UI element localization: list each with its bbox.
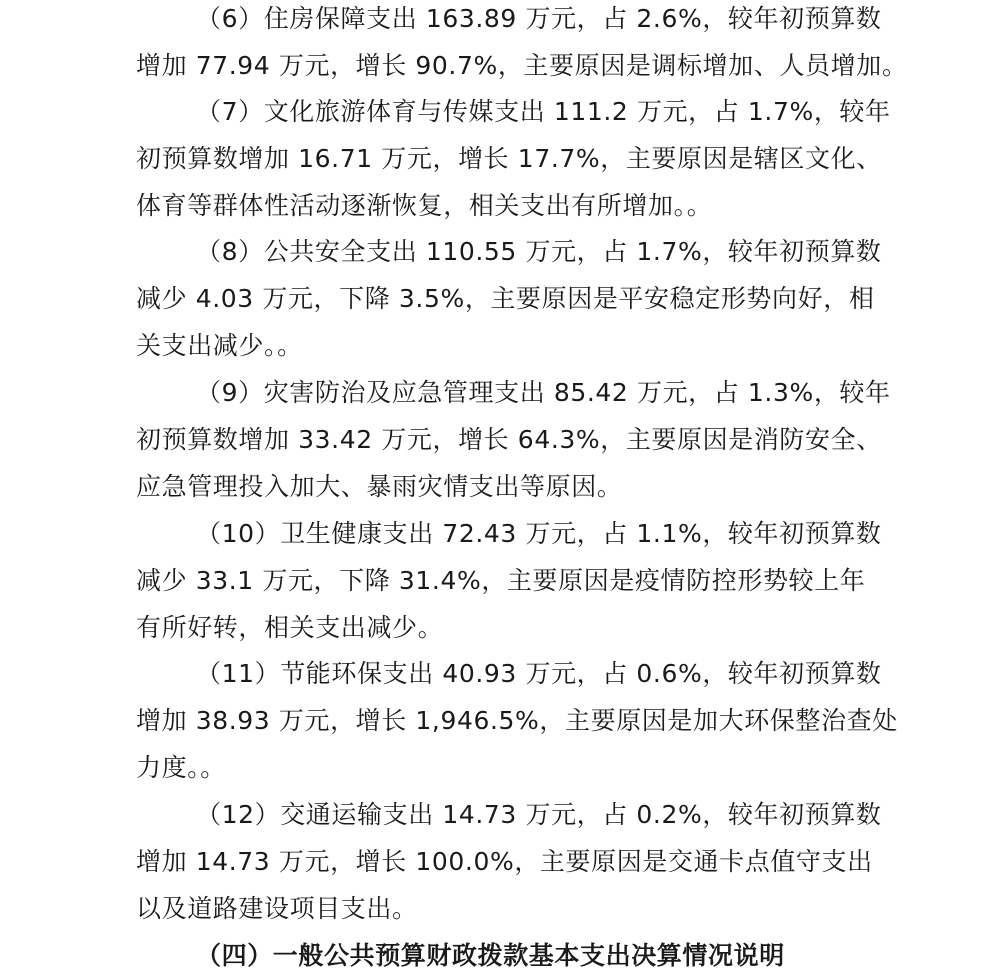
paragraph-6-line-2: 增加 77.94 万元，增长 90.7%，主要原因是调标增加、人员增加。 — [136, 51, 908, 80]
paragraph-9-line-1: （9）灾害防治及应急管理支出 85.42 万元，占 1.3%，较年 — [196, 378, 891, 407]
section-heading: （四）一般公共预算财政拨款基本支出决算情况说明 — [196, 941, 785, 970]
paragraph-12-line-2: 增加 14.73 万元，增长 100.0%，主要原因是交通卡点值守支出 — [136, 847, 873, 876]
paragraph-10-line-2: 减少 33.1 万元，下降 31.4%，主要原因是疫情防控形势较上年 — [136, 566, 866, 595]
paragraph-11-line-3: 力度。。 — [136, 753, 226, 782]
paragraph-7-line-3: 体育等群体性活动逐渐恢复，相关支出有所增加。。 — [136, 191, 713, 220]
paragraph-8-line-3: 关支出减少。。 — [136, 331, 303, 360]
paragraph-9-line-2: 初预算数增加 33.42 万元，增长 64.3%，主要原因是消防安全、 — [136, 425, 882, 454]
paragraph-11-line-1: （11）节能环保支出 40.93 万元，占 0.6%，较年初预算数 — [196, 659, 882, 688]
paragraph-6-line-1: （6）住房保障支出 163.89 万元，占 2.6%，较年初预算数 — [196, 4, 882, 33]
paragraph-10-line-3: 有所好转，相关支出减少。 — [136, 613, 444, 642]
paragraph-12-line-3: 以及道路建设项目支出。 — [136, 894, 418, 923]
paragraph-8-line-1: （8）公共安全支出 110.55 万元，占 1.7%，较年初预算数 — [196, 237, 882, 266]
paragraph-10-line-1: （10）卫生健康支出 72.43 万元，占 1.1%，较年初预算数 — [196, 519, 882, 548]
paragraph-11-line-2: 增加 38.93 万元，增长 1,946.5%，主要原因是加大环保整治查处 — [136, 706, 898, 735]
paragraph-12-line-1: （12）交通运输支出 14.73 万元，占 0.2%，较年初预算数 — [196, 800, 882, 829]
paragraph-8-line-2: 减少 4.03 万元，下降 3.5%，主要原因是平安稳定形势向好，相 — [136, 284, 875, 313]
paragraph-7-line-2: 初预算数增加 16.71 万元，增长 17.7%，主要原因是辖区文化、 — [136, 144, 882, 173]
paragraph-9-line-3: 应急管理投入加大、暴雨灾情支出等原因。 — [136, 472, 623, 501]
paragraph-7-line-1: （7）文化旅游体育与传媒支出 111.2 万元，占 1.7%，较年 — [196, 97, 891, 126]
